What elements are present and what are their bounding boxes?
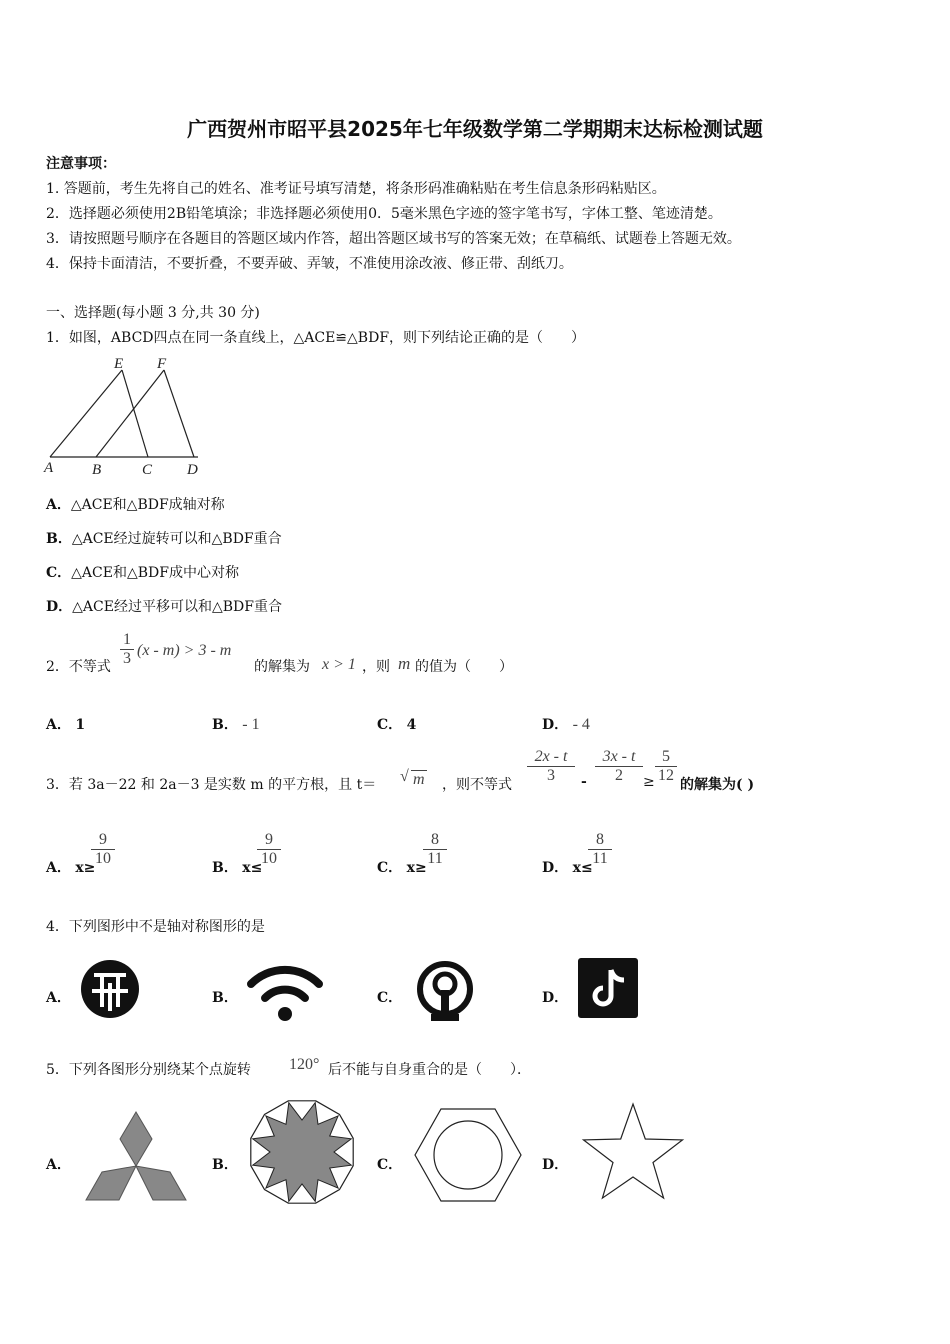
q4-option-a[interactable]: A．	[46, 990, 71, 1006]
three-diamonds-icon	[84, 1110, 188, 1202]
railway-logo-icon	[413, 960, 477, 1022]
q1-option-a[interactable]: A．△ACE和△BDF成轴对称	[46, 497, 225, 513]
q4-option-d[interactable]: D．	[542, 990, 569, 1006]
q1-stem: 1．如图，ABCD四点在同一条直线上，△ACE≌△BDF，则下列结论正确的是（ ）	[46, 330, 586, 346]
q2-fraction: $\frac{1}{3}$	[120, 631, 134, 668]
q5-option-b[interactable]: B．	[212, 1157, 238, 1173]
q2-mid: 的解集为	[254, 659, 310, 675]
notice-heading: 注意事项：	[46, 156, 116, 172]
q1-option-c[interactable]: C．△ACE和△BDF成中心对称	[46, 565, 239, 581]
q3-minus: -	[581, 774, 587, 790]
q1-option-b[interactable]: B．△ACE经过旋转可以和△BDF重合	[46, 531, 282, 547]
q3-option-b-fraction: $\frac{9}{10}$	[257, 831, 281, 868]
q3-fraction-3: $\frac{5}{12}$	[655, 748, 677, 785]
section-heading: 一、选择题(每小题 3 分,共 30 分)	[46, 305, 260, 321]
hexagon-circle-icon	[414, 1108, 522, 1202]
q2-option-a[interactable]: A． 1	[46, 717, 86, 733]
label-d: D	[187, 462, 198, 478]
q3-option-a-fraction: $\frac{9}{10}$	[91, 831, 115, 868]
q3-geq: ≥	[643, 774, 655, 790]
q3-option-d[interactable]: D． x≤	[542, 860, 593, 876]
q2-prefix: 2．不等式	[46, 659, 111, 675]
q4-option-c[interactable]: C．	[377, 990, 403, 1006]
q3-fraction-2: $\frac{3x - t}{2}$	[595, 748, 643, 785]
tiktok-logo-icon	[578, 958, 638, 1018]
q3-option-d-fraction: $\frac{8}{11}$	[588, 831, 612, 868]
notice-item-2: 2．选择题必须使用2B铅笔填涂；非选择题必须使用0．5毫米黑色字迹的签字笔书写，字体工整、笔迹清楚。	[46, 206, 722, 222]
label-e: E	[114, 356, 124, 372]
q5-option-d[interactable]: D．	[542, 1157, 569, 1173]
notice-item-4: 4．保持卡面清洁，不要折叠，不要弄破、弄皱，不准使用涂改液、修正带、刮纸刀。	[46, 256, 573, 272]
metro-logo-icon	[80, 959, 140, 1019]
q3-mid: ，则不等式	[442, 777, 512, 793]
q2-var: m	[398, 654, 411, 673]
q5-angle: 120°	[289, 1056, 320, 1073]
q4-option-b[interactable]: B．	[212, 990, 238, 1006]
q5-option-a[interactable]: A．	[46, 1157, 71, 1173]
label-c: C	[142, 462, 153, 478]
q2-suffix: 的值为（ ）	[415, 659, 513, 675]
q1-triangle-figure	[44, 355, 214, 480]
q2-option-c[interactable]: C． 4	[377, 717, 417, 733]
q3-suffix: 的解集为( )	[680, 777, 755, 793]
notice-item-3: 3．请按照题号顺序在各题目的答题区域内作答，超出答题区域书写的答案无效；在草稿纸、试题卷上答题无效。	[46, 231, 741, 247]
q2-option-d[interactable]: D． - 4	[542, 716, 590, 733]
q3-fraction-1: $\frac{2x - t}{3}$	[527, 748, 575, 785]
page-title: 广西贺州市昭平县2025年七年级数学第二学期期末达标检测试题	[187, 117, 763, 141]
five-point-star-icon	[581, 1102, 685, 1202]
q3-option-b[interactable]: B． x≤	[212, 860, 263, 876]
q3-option-c-fraction: $\frac{8}{11}$	[423, 831, 447, 868]
q5-prefix: 5．下列各图形分别绕某个点旋转	[46, 1062, 251, 1078]
q2-expression: (x - m) > 3 - m	[137, 642, 232, 659]
q3-option-a[interactable]: A． x≥	[46, 860, 96, 876]
q3-sqrt: √ m	[400, 768, 425, 788]
label-b: B	[92, 462, 102, 478]
q4-stem: 4．下列图形中不是轴对称图形的是	[46, 919, 265, 935]
label-f: F	[157, 356, 167, 372]
star-polygon-icon	[248, 1098, 356, 1206]
q3-option-c[interactable]: C． x≥	[377, 860, 427, 876]
wifi-icon	[245, 962, 325, 1022]
q5-suffix: 后不能与自身重合的是（ ）．	[328, 1062, 531, 1078]
q1-option-d[interactable]: D．△ACE经过平移可以和△BDF重合	[46, 599, 282, 615]
q3-prefix: 3．若 3a－22 和 2a－3 是实数 m 的平方根，且 t＝	[46, 777, 377, 793]
q2-mid2: ，则	[362, 659, 390, 675]
notice-item-1: 1. 答题前，考生先将自己的姓名、准考证号填写清楚，将条形码准确粘贴在考生信息条形码粘贴区。	[46, 181, 666, 197]
label-a: A	[44, 460, 54, 476]
q2-condition: x > 1	[322, 656, 356, 673]
q5-option-c[interactable]: C．	[377, 1157, 403, 1173]
q2-option-b[interactable]: B． - 1	[212, 716, 260, 733]
